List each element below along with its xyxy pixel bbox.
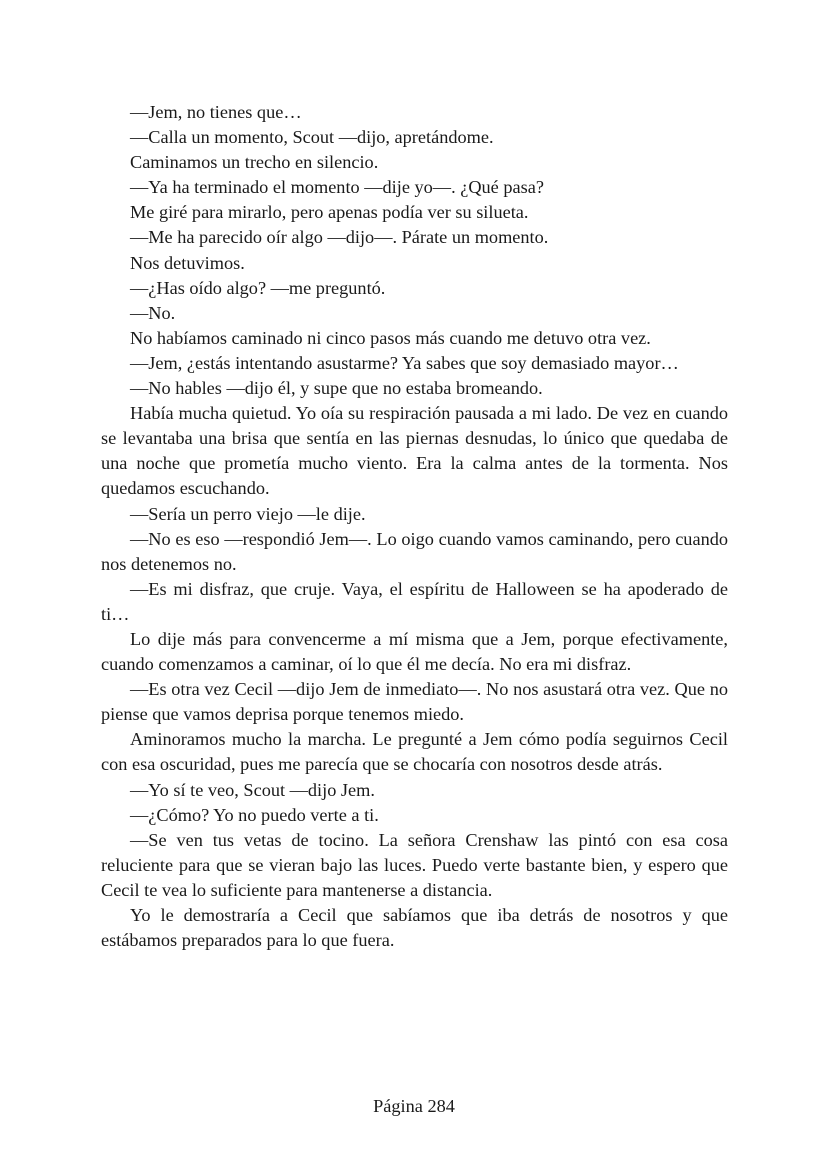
paragraph: Me giré para mirarlo, pero apenas podía ver su silueta. [130, 202, 529, 223]
paragraph: Había mucha quietud. Yo oía su respiración pausada a mi lado. De vez en cuando se levantaba una brisa que sentía en las piernas desnudas, lo único que quedaba de una noche que prometía mucho viento. Era la calma antes de la tormenta. Nos quedamos escuchando. [101, 403, 728, 499]
paragraph: Yo le demostraría a Cecil que sabíamos que iba detrás de nosotros y que estábamos preparados para lo que fuera. [101, 905, 728, 951]
paragraph: Lo dije más para convencerme a mí misma que a Jem, porque efectivamente, cuando comenzamos a caminar, oí lo que él me decía. No era mi disfraz. [101, 628, 728, 675]
page-number: Página 284 [373, 1096, 455, 1116]
paragraph: —Se ven tus vetas de tocino. La señora Crenshaw las pintó con esa cosa reluciente para que se vieran bajo las luces. Puedo verte bastante bien, y espero que Cecil te vea lo suficiente para mantenerse a distancia. [101, 829, 728, 900]
body-text [101, 100, 728, 953]
paragraph: —Me ha parecido oír algo —dijo—. Párate un momento. [130, 227, 549, 248]
paragraph: —¿Cómo? Yo no puedo verte a ti. [130, 804, 379, 825]
paragraph: —Jem, ¿estás intentando asustarme? Ya sabes que soy demasiado mayor… [130, 352, 679, 373]
paragraph: —¿Has oído algo? —me preguntó. [130, 277, 386, 298]
paragraph: —Sería un perro viejo —le dije. [130, 503, 366, 524]
paragraph: Aminoramos mucho la marcha. Le pregunté a Jem cómo podía seguirnos Cecil con esa oscuridad, pues me parecía que se chocaría con nosotros desde atrás. [101, 729, 728, 775]
paragraph: No habíamos caminado ni cinco pasos más cuando me detuvo otra vez. [130, 327, 651, 348]
paragraph: Caminamos un trecho en silencio. [130, 152, 379, 173]
paragraph: —Jem, no tienes que… [130, 102, 302, 122]
paragraph: Nos detuvimos. [130, 252, 245, 273]
paragraph: —Calla un momento, Scout —dijo, apretándome. [130, 127, 494, 148]
paragraph: —Ya ha terminado el momento —dije yo—. ¿Qué pasa? [130, 177, 544, 198]
paragraph: —Es otra vez Cecil —dijo Jem de inmediato—. No nos asustará otra vez. Que no piense que vamos deprisa porque tenemos miedo. [101, 679, 728, 725]
paragraph: —No. [130, 302, 176, 323]
paragraph: —Yo sí te veo, Scout —dijo Jem. [130, 779, 375, 800]
paragraph: —No es eso —respondió Jem—. Lo oigo cuando vamos caminando, pero cuando nos detenemos no. [101, 528, 728, 574]
paragraph: —Es mi disfraz, que cruje. Vaya, el espíritu de Halloween se ha apoderado de ti… [101, 578, 728, 624]
paragraph: —No hables —dijo él, y supe que no estaba bromeando. [130, 378, 543, 399]
